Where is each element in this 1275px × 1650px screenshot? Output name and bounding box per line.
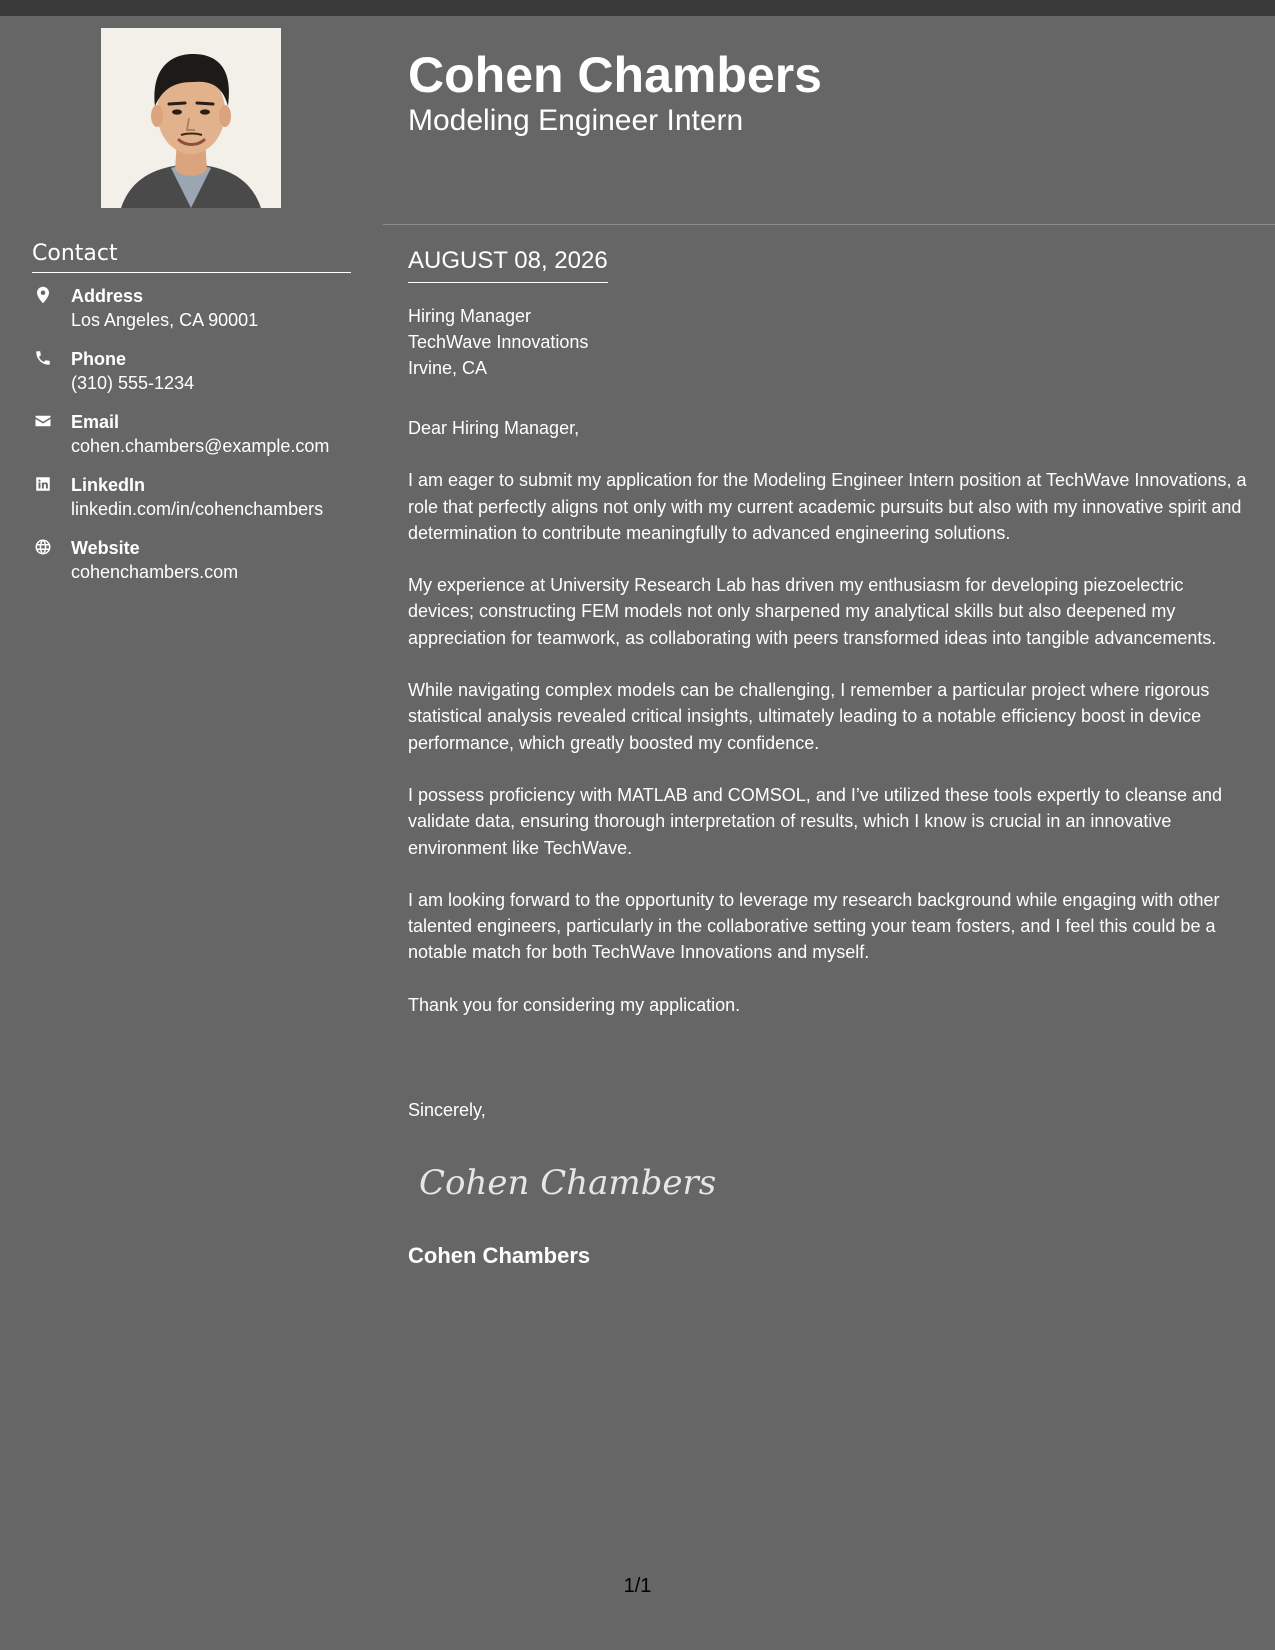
contact-label: Phone: [71, 349, 127, 369]
closing-line: Sincerely,: [408, 1100, 486, 1120]
body-paragraph: I am eager to submit my application for the Modeling Engineer Intern position at TechWave Innovations, a role that perfectly aligns not only with my current academic pursuits but also with my innovative spirit and determination to contribute meaningfully to advanced engineering solutions.: [408, 470, 1247, 543]
recipient-location: Irvine, CA: [408, 358, 488, 378]
contact-label: Email: [71, 412, 120, 432]
profile-photo: [101, 28, 281, 208]
thanks-line: Thank you for considering my application.: [408, 994, 741, 1015]
body-paragraph: I am looking forward to the opportunity to leverage my research background while engaging with other talented engineers, particularly in the collaborative setting your team fosters, and I feel this could be a notable match for both TechWave Innovations and myself.: [408, 889, 1220, 963]
applicant-name: Cohen Chambers: [408, 47, 822, 103]
avatar: [101, 28, 281, 208]
body-paragraph: While navigating complex models can be challenging, I remember a particular project where rigorous statistical analysis revealed critical insights, ultimately leading to a notable efficiency boost in device performance, which greatly boosted my confidence.: [408, 680, 1210, 753]
contact-value: cohenchambers.com: [71, 562, 239, 582]
contact-item-email: [32, 410, 362, 473]
salutation: Dear Hiring Manager,: [408, 418, 580, 438]
applicant-title: Modeling Engineer Intern: [408, 104, 744, 137]
contact-value: linkedin.com/in/cohenchambers: [71, 499, 324, 519]
contact-label: LinkedIn: [71, 475, 146, 495]
signature-image: [415, 1156, 717, 1210]
contact-item-linkedin: [32, 473, 362, 536]
viewer-top-bar: [0, 0, 1275, 16]
signed-name: Cohen Chambers: [408, 1243, 591, 1268]
letter-date: AUGUST 08, 2026: [408, 244, 608, 283]
recipient-name: Hiring Manager: [408, 306, 532, 326]
letter-main: [383, 16, 1275, 1650]
contact-item-address: [32, 284, 362, 347]
header-divider: [383, 224, 1275, 225]
cover-letter-page: [0, 16, 1275, 1650]
contact-value: Los Angeles, CA 90001: [71, 310, 259, 330]
contact-list: [32, 284, 362, 599]
recipient-block: [408, 303, 588, 381]
envelope-icon: [34, 412, 52, 430]
contact-heading: Contact: [32, 240, 351, 273]
contact-item-website: [32, 536, 362, 599]
body-paragraph: I possess proficiency with MATLAB and COMSOL, and I’ve utilized these tools expertly to cleanse and validate data, ensuring thorough interpretation of results, which I know is crucial in an innovative environment like TechWave.: [408, 784, 1223, 858]
globe-icon: [34, 538, 52, 556]
page-number: 1/1: [623, 1575, 652, 1597]
linkedin-icon: [34, 475, 52, 493]
signature-text: Cohen Chambers: [419, 1163, 717, 1203]
contact-value: cohen.chambers@example.com: [71, 436, 330, 456]
sidebar: [0, 16, 383, 1650]
phone-icon: [34, 349, 52, 367]
recipient-company: TechWave Innovations: [408, 332, 589, 352]
contact-item-phone: [32, 347, 362, 410]
body-paragraph: My experience at University Research Lab has driven my enthusiasm for developing piezoelectric devices; constructing FEM models not only sharpened my analytical skills but also deepened my appreciation for teamwork, as collaborating with peers transformed ideas into tangible advancements.: [408, 575, 1217, 648]
letter-body: [408, 415, 1253, 1044]
contact-value: (310) 555-1234: [71, 373, 195, 393]
map-pin-icon: [34, 286, 52, 304]
contact-label: Website: [71, 538, 140, 558]
contact-label: Address: [71, 286, 144, 306]
